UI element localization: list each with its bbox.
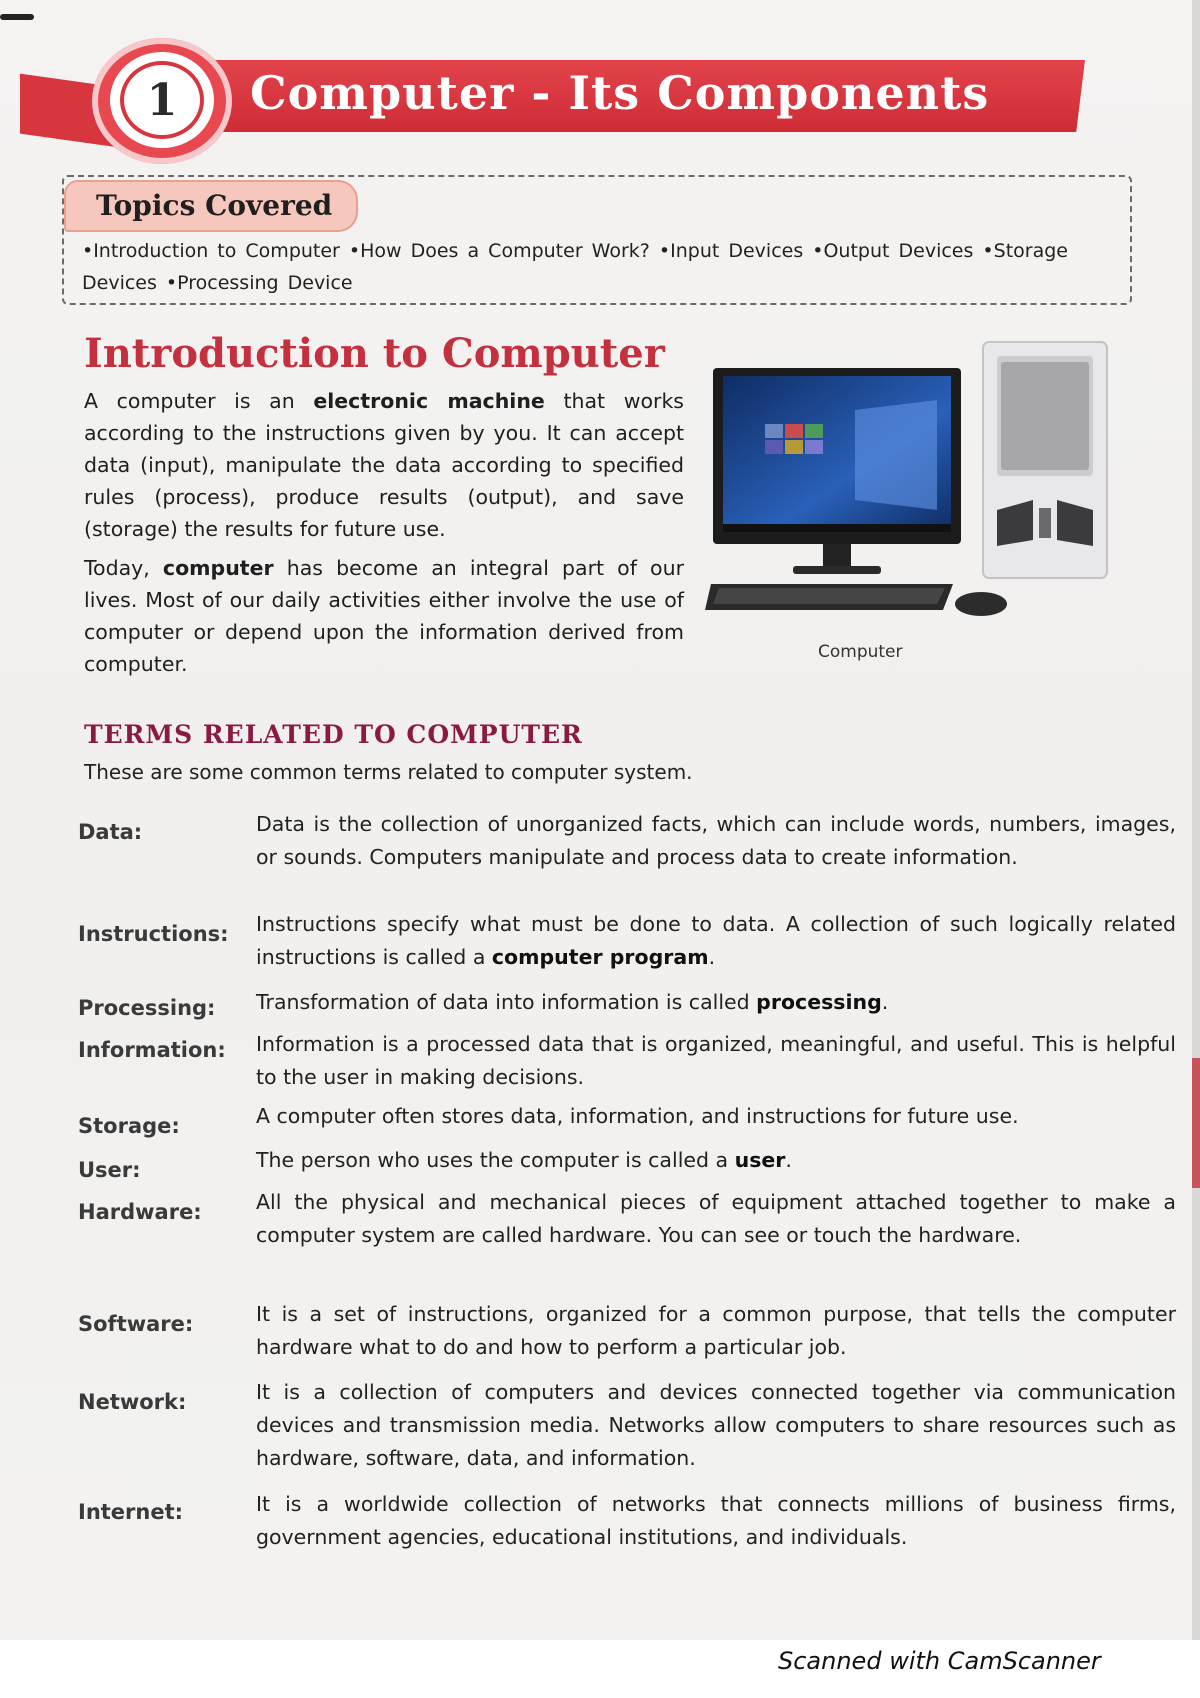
term-label-software: Software: bbox=[78, 1312, 194, 1336]
text-span: Today, bbox=[84, 556, 163, 580]
page-edge bbox=[0, 14, 34, 20]
page-edge bbox=[1192, 0, 1200, 1640]
term-label-network: Network: bbox=[78, 1390, 187, 1414]
intro-paragraph bbox=[84, 552, 684, 680]
monitor-icon bbox=[713, 368, 961, 574]
section-heading: Introduction to Computer bbox=[84, 330, 665, 377]
term-label-hardware: Hardware: bbox=[78, 1200, 202, 1224]
term-label-storage: Storage: bbox=[78, 1114, 180, 1138]
text-span: . bbox=[708, 945, 716, 969]
term-definition-software: It is a set of instructions, organized for a common purpose, that tells the computer hardware what to do and how to perform a particular job. bbox=[256, 1302, 1176, 1359]
text-span: . bbox=[881, 990, 889, 1014]
chapter-number: 1 bbox=[120, 61, 204, 139]
term-definition-processing bbox=[256, 986, 1176, 1019]
term-label-information: Information: bbox=[78, 1038, 226, 1062]
bold-text: user bbox=[734, 1148, 786, 1172]
text-span: that works according to the instructions given by you. It can accept data (input), manipulate the data according to specified rules (process), produce results (output), and save (storage) the results for future use. bbox=[84, 389, 684, 541]
text-span: A computer is an bbox=[84, 389, 314, 413]
intro-paragraph bbox=[84, 385, 684, 545]
term-definition-instructions bbox=[256, 908, 1176, 974]
text-span: Instructions specify what must be done to data. A collection of such logically related instructions is called a bbox=[256, 912, 1176, 969]
term-definition-information: Information is a processed data that is organized, meaningful, and useful. This is helpful to the user in making decisions. bbox=[256, 1032, 1176, 1089]
bold-text: computer bbox=[162, 556, 274, 580]
scanner-watermark: Scanned with CamScanner bbox=[778, 1647, 1101, 1675]
term-definition-user bbox=[256, 1144, 1176, 1177]
term-label-user: User: bbox=[78, 1158, 141, 1182]
term-definition-internet: It is a worldwide collection of networks that connects millions of business firms, government agencies, educational institutions, and individuals. bbox=[256, 1492, 1176, 1549]
chapter-title: Computer - Its Components bbox=[250, 66, 990, 120]
term-definition-data: Data is the collection of unorganized facts, which can include words, numbers, images, or sounds. Computers manipulate and process data to create information. bbox=[256, 812, 1176, 869]
terms-heading: TERMS RELATED TO COMPUTER bbox=[84, 720, 583, 749]
computer-illustration bbox=[705, 340, 1125, 640]
topics-label: Topics Covered bbox=[96, 189, 333, 222]
term-label-internet: Internet: bbox=[78, 1500, 184, 1524]
terms-intro: These are some common terms related to computer system. bbox=[84, 760, 693, 784]
bold-text: electronic machine bbox=[313, 389, 545, 413]
term-definition-storage: A computer often stores data, information, and instructions for future use. bbox=[256, 1104, 1019, 1128]
mouse-icon bbox=[955, 592, 1007, 616]
keyboard-icon bbox=[705, 584, 953, 610]
cpu-tower-icon bbox=[983, 342, 1107, 578]
topics-list-line: Devices •Processing Device bbox=[82, 272, 353, 294]
term-label-processing: Processing: bbox=[78, 996, 216, 1020]
bold-text: processing bbox=[756, 990, 882, 1014]
term-definition-hardware: All the physical and mechanical pieces of equipment attached together to make a computer system are called hardware. You can see or touch the hardware. bbox=[256, 1190, 1176, 1247]
bold-text: computer program bbox=[491, 945, 709, 969]
topics-list-line: •Introduction to Computer •How Does a Computer Work? •Input Devices •Output Devices •Storage bbox=[82, 240, 1068, 262]
text-span: The person who uses the computer is called a bbox=[256, 1148, 735, 1172]
page-edge-mark bbox=[1192, 1058, 1200, 1188]
text-span: Transformation of data into information is called bbox=[256, 990, 757, 1014]
term-label-data: Data: bbox=[78, 820, 143, 844]
text-span: . bbox=[785, 1148, 792, 1172]
figure-caption: Computer bbox=[818, 642, 903, 662]
text-span: has become an integral part of our lives. Most of our daily activities either involve the use of computer or depend upon the information derived from computer. bbox=[84, 556, 684, 676]
term-definition-network: It is a collection of computers and devices connected together via communication devices and transmission media. Networks allow computers to share resources such as hardware, software, data, and information. bbox=[256, 1380, 1176, 1470]
term-label-instructions: Instructions: bbox=[78, 922, 229, 946]
